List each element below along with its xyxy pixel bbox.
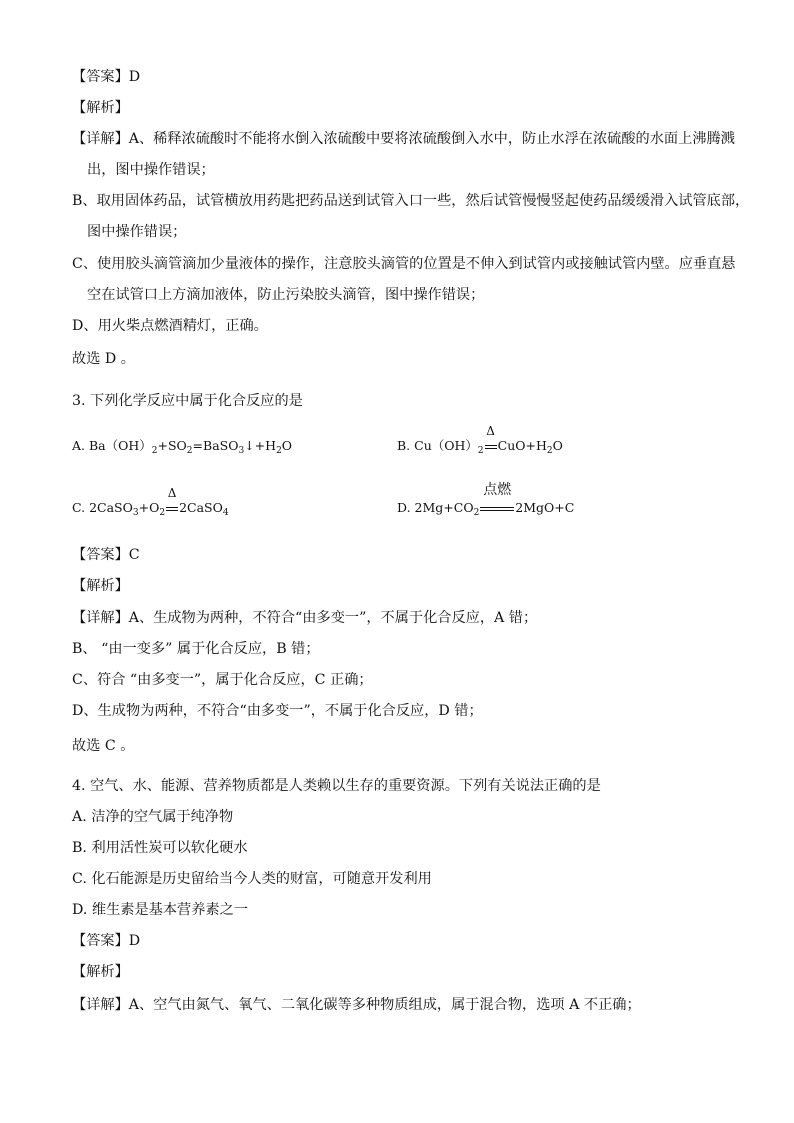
detail-line: 出，图中操作错误； [87,162,215,178]
reaction-condition [484,424,498,454]
equals-sign [480,507,514,511]
detail-line: 【详解】A、稀释浓硫酸时不能将水倒入浓硫酸中要将浓硫酸倒入水中，防止水浮在浓硫酸的水面上沸腾溅 [72,131,735,147]
answer-line-q4: 【答案】D [72,933,141,949]
detail-line: B、 “由一变多” 属于化合反应，B 错； [72,641,320,657]
option-a-formula [72,438,292,454]
subscript: 2 [546,446,553,456]
detail-line: 图中操作错误； [87,224,187,240]
conclusion-line: 故选 D 。 [72,351,135,367]
detail-line: B、取用固体药品，试管横放用药匙把药品送到试管入口一些，然后试管慢慢竖起使药品缓缓滑入试管底部， [72,193,750,209]
answer-line-q2: 【答案】D [72,69,141,85]
option-d: D. 维生素是基本营养素之一 [72,902,248,918]
subscript: 3 [132,508,139,518]
formula-text: ↓+H [244,438,277,453]
detail-line: 空在试管口上方滴加液体，防止污染胶头滴管，图中操作错误； [87,287,485,303]
formula-text: B. Cu（OH） [397,438,478,453]
equals-sign [485,445,497,449]
option-d-formula [397,482,575,518]
detail-line: D、生成物为两种，不符合“由多变一”，不属于化合反应，D 错； [72,703,483,719]
formula-text: 2MgO+C [515,500,575,515]
detail-line: 【详解】A、生成物为两种，不符合“由多变一”，不属于化合反应，A 错； [72,610,538,626]
detail-line: D、用火柴点燃酒精灯，正确。 [72,318,268,334]
ignite-condition: 点燃 [483,482,512,498]
detail-line: C、符合 “由多变一”，属于化合反应，C 正确； [72,672,373,688]
analysis-heading-q3: 【解析】 [72,578,129,594]
subscript: 2 [159,508,166,518]
option-c: C. 化石能源是历史留给当今人类的财富，可随意开发利用 [72,871,432,887]
reaction-condition [479,482,515,516]
formula-text: A. Ba（OH） [72,438,152,453]
formula-text: O [281,438,293,453]
detail-line: 【详解】A、空气由氮气、氧气、二氧化碳等多种物质组成，属于混合物，选项 A 不正确； [72,997,641,1013]
subscript: 3 [238,446,245,456]
formula-text: C. 2CaSO [72,500,133,515]
conclusion-line: 故选 C 。 [72,738,135,754]
question-3: 3. 下列化学反应中属于化合反应的是 [72,393,303,409]
formula-text: D. 2Mg+CO [397,500,474,515]
reaction-condition [165,486,179,516]
heat-symbol: Δ [167,486,177,500]
subscript: 2 [276,446,282,456]
formula-text: 2CaSO [179,500,223,515]
subscript: 2 [473,508,480,518]
subscript: 4 [222,508,229,518]
heat-symbol: Δ [486,424,495,438]
option-b-formula [397,424,563,456]
analysis-heading-q4: 【解析】 [72,964,129,980]
subscript: 2 [477,446,484,456]
subscript: 2 [151,446,158,456]
formula-text: +O [138,500,160,515]
equals-sign [166,507,178,511]
option-b: B. 利用活性炭可以软化硬水 [72,840,248,856]
detail-line: C、使用胶头滴管滴加少量液体的操作，注意胶头滴管的位置是不伸入到试管内或接触试管内壁。应垂直悬 [72,256,736,272]
analysis-heading-q2: 【解析】 [72,100,129,116]
answer-line-q3: 【答案】C [72,547,140,563]
option-a: A. 洁净的空气属于纯净物 [72,809,234,825]
formula-text: O [552,438,563,453]
formula-text: =BaSO [192,438,239,453]
question-4: 4. 空气、水、能源、营养物质都是人类赖以生存的重要资源。下列有关说法正确的是 [72,778,601,794]
formula-text: CuO+H [497,438,547,453]
formula-text: +SO [157,438,187,453]
subscript: 2 [186,446,193,456]
option-c-formula [72,486,229,518]
